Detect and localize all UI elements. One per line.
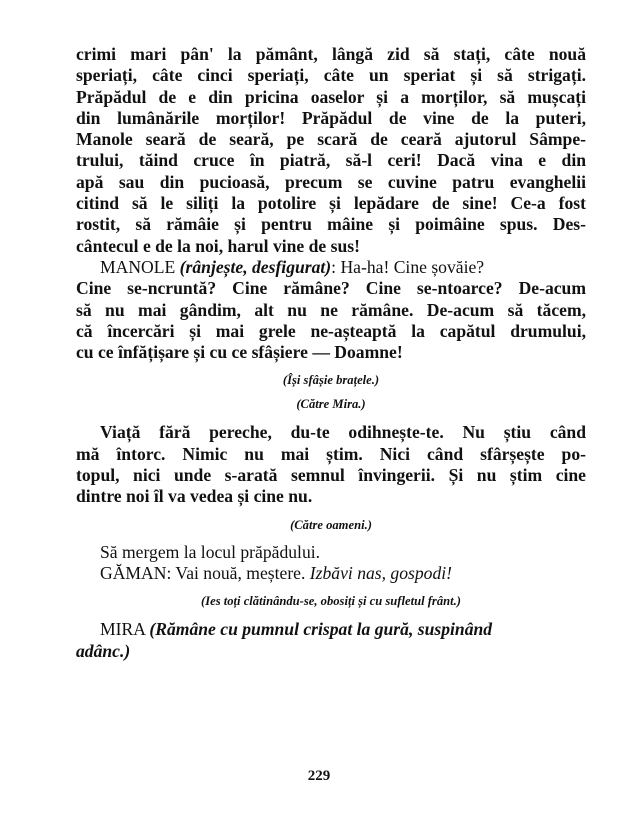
text-line: Manole seară de seară, pe scară de ceară ajutorul Sâmpe-: [76, 129, 586, 150]
page-number: 229: [307, 768, 331, 784]
paragraph-incantation: [76, 44, 586, 257]
text-line: trului, tăind cruce în piatră, să-l ceri! Dacă vina e din: [76, 150, 586, 171]
stage-direction-inline: (rânjește, desfigurat): [179, 256, 332, 277]
text-line: Cine se-ncruntă? Cine rămâne? Cine se-ntoarce? De-acum: [76, 278, 586, 299]
text-line: că încercări și mai grele ne-așteaptă la capătul drumului,: [76, 320, 586, 341]
stage-direction: (Către Mira.): [296, 397, 366, 412]
stage-direction-inline: (Rămâne cu pumnul crispat la gură, suspinând: [149, 619, 493, 640]
text-line: mă întorc. Nimic nu mai știm. Nici când sfârșește po-: [76, 443, 586, 464]
text-line: dintre noi îl va vedea și cine nu.: [76, 486, 313, 507]
speech-first-line: [76, 257, 586, 278]
speaker-name: MIRA: [100, 619, 145, 640]
text-line: rostit, să rămâie și pentru mâine și poimâine spus. Des-: [76, 214, 586, 235]
stage-direction: (Către oameni.): [290, 517, 372, 532]
text-line: din lumânările morților! Prăpădul de vine de la puteri,: [76, 107, 586, 128]
text-line: speriați, câte cinci speriați, câte un speriat și să strigați.: [76, 65, 586, 86]
text-line: cântecul e de la noi, harul vine de sus!: [76, 235, 360, 256]
stage-direction: (Ies toți clătinându-se, obosiți și cu sufletul frânt.): [201, 594, 461, 609]
book-page: [76, 44, 586, 662]
text-line: crimi mari pân' la pământ, lângă zid să stați, câte nouă: [76, 44, 586, 64]
text-line: cu ce înfățișare și cu ce sfâșiere — Doamne!: [76, 342, 403, 363]
speech-text: : Ha-ha! Cine șovăie?: [331, 256, 485, 277]
speaker-name: MANOLE: [100, 256, 176, 277]
text-line: apă sau din pucioasă, precum se cuvine patru evanghelii: [76, 171, 586, 192]
gaman-speech: [76, 563, 586, 584]
text-line: Viață fără pereche, du-te odihnește-te. Nu știu când: [100, 422, 586, 443]
stage-direction: (Își sfâșie brațele.): [282, 373, 380, 388]
text-line: să nu mai gândim, alt nu ne rămâne. De-acum să tăcem,: [76, 299, 586, 320]
paragraph-farewell: [76, 422, 586, 507]
text-line: Prăpădul de e din pricina oaselor și a morților, să mușcați: [76, 86, 586, 107]
speech-line: Să mergem la locul prăpădului.: [100, 541, 321, 562]
stage-direction-continued: adânc.): [76, 640, 131, 661]
speech-italic: Izbăvi nas, gospodi!: [309, 562, 453, 583]
text-line: topul, nici unde s-arată semnul învingerii. Și nu știm cine: [76, 465, 586, 486]
speaker-name: GĂMAN: [100, 562, 167, 583]
manole-speech: [76, 257, 586, 363]
mira-speech: [76, 619, 586, 640]
speech-text: : Vai nouă, meștere.: [166, 562, 310, 583]
text-line: citind să le siliți la potolire și lepădare de sine! Ce-a fost: [76, 193, 586, 214]
